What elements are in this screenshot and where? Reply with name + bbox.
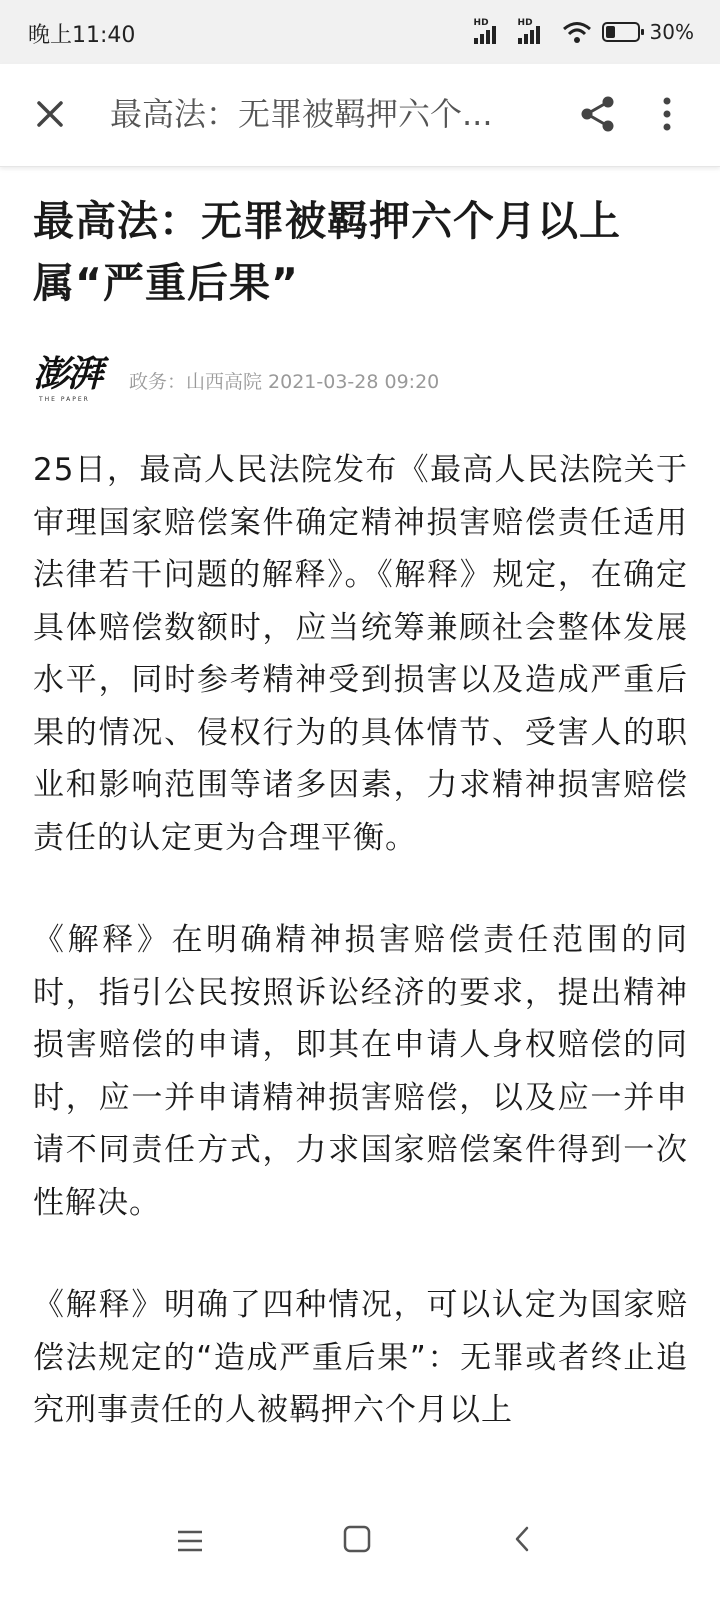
article-paragraph: 25日，最高人民法院发布《最高人民法院关于审理国家赔偿案件确定精神损害赔偿责任适用法律若干问题的解释》。《解释》规定，在确定具体赔偿数额时，应当统筹兼顾社会整体发展水平，同时参考精神受到损害以及造成严重后果的情况、侵权行为的具体情节、受害人的职业和影响范围等诸多因素，力求精神损害赔偿责任的认定更为合理平衡。: [33, 452, 688, 856]
signal-hd-label-2: HD: [517, 18, 533, 28]
article-paragraph: 《解释》在明确精神损害赔偿责任范围的同时，指引公民按照诉讼经济的要求，提出精神损害赔偿的申请，即其在申请人身权赔偿的同时，应一并申请精神损害赔偿，以及应一并申请不同责任方式，力求国家赔偿案件得到一次性解决。: [33, 922, 688, 1221]
source-logo-text: 澎湃: [33, 353, 102, 395]
article-source-date: 政务：山西高院 2021-03-28 09:20: [129, 370, 440, 393]
home-icon[interactable]: [342, 1524, 372, 1554]
article: [33, 190, 688, 1437]
status-time: 晚上11:40: [28, 23, 136, 48]
battery-percent: 30%: [649, 20, 694, 44]
battery-level: [606, 26, 615, 38]
source-logo-subtext: THE PAPER: [39, 396, 90, 403]
wifi-icon: [562, 20, 592, 44]
close-icon[interactable]: [30, 94, 70, 134]
signal-icon: [474, 20, 508, 44]
signal-icon-2: [518, 20, 552, 44]
back-icon[interactable]: [508, 1524, 538, 1554]
article-paragraph: 《解释》明确了四种情况，可以认定为国家赔偿法规定的“造成严重后果”：无罪或者终止追究刑事责任的人被羁押六个月以上: [33, 1287, 688, 1428]
menu-icon[interactable]: [175, 1526, 205, 1556]
app-toolbar: [0, 64, 720, 167]
source-logo: [33, 352, 115, 408]
article-headline: 最高法：无罪被羁押六个月以上属“严重后果”: [33, 197, 621, 307]
status-icons: [474, 16, 694, 48]
system-nav-bar: [0, 1488, 720, 1600]
article-meta: [33, 350, 688, 410]
share-icon[interactable]: [578, 94, 618, 134]
status-bar: [0, 0, 720, 64]
more-vertical-icon[interactable]: [652, 94, 682, 134]
signal-hd-label: HD: [473, 18, 489, 28]
battery-icon: [602, 22, 640, 42]
toolbar-title: 最高法：无罪被羁押六个...: [110, 95, 493, 133]
